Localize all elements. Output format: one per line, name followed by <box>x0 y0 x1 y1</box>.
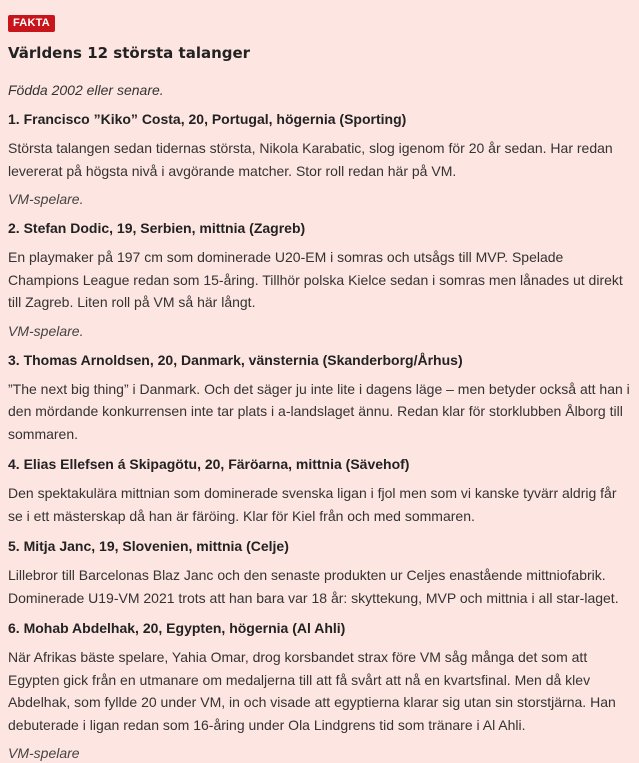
talent-description: En playmaker på 197 cm som dominerade U20-EM i somras och utsågs till MVP. Spelade Champions League redan som 15-åring. Tillhör polska Kielce sedan i somras men lånades ut direkt till Zagreb. Liten roll på VM så här långt. <box>8 249 623 310</box>
talent-note: VM-spelare. <box>8 191 84 207</box>
talent-name: 2. Stefan Dodic, 19, Serbien, mittnia (Zagreb) <box>8 220 306 236</box>
talent-name: 3. Thomas Arnoldsen, 20, Danmark, vänsternia (Skanderborg/Århus) <box>8 351 463 368</box>
talent-description: Lillebror till Barcelonas Blaz Janc och den senaste produkten ur Celjes enastående mittniofabrik. Dominerade U19-VM 2021 trots att han bara var 18 år: skyttekung, MVP och mittnia i all star-laget. <box>8 567 619 606</box>
talent-name: 1. Francisco ”Kiko” Costa, 20, Portugal, högernia (Sporting) <box>8 111 407 127</box>
talent-entry <box>8 618 631 763</box>
talent-name: 5. Mitja Janc, 19, Slovenien, mittnia (Celje) <box>8 538 289 554</box>
talent-entry <box>8 109 631 209</box>
talent-note: VM-spelare <box>8 745 80 761</box>
talent-description: När Afrikas bäste spelare, Yahia Omar, drog korsbandet strax före VM såg många det som att Egypten gick från en utmanare om medaljerna till att få svårt att nå en kvartsfinal. Men då klev Abdelhak, som fyllde 20 under VM, in och visade att egyptierna klarar sig utan sin storstjärna. Han debuterade i ligan redan som 16-åring under Ola Lindgrens tid som tränare i Al Ahli. <box>8 649 616 733</box>
talent-description: Den spektakulära mittnian som dominerade svenska ligan i fjol men som vi kanske tyvärr aldrig får se i ett mästerskap då han är färöing. Klar för Kiel från och med sommaren. <box>8 485 617 524</box>
talent-entry <box>8 218 631 341</box>
talent-entry <box>8 454 631 527</box>
talent-entry <box>8 350 631 446</box>
fakta-badge: FAKTA <box>8 15 55 32</box>
talent-list <box>8 109 631 763</box>
talent-note: VM-spelare. <box>8 322 84 339</box>
talent-name: 4. Elias Ellefsen á Skipagötu, 20, Färöarna, mittnia (Sävehof) <box>8 456 410 472</box>
talent-description: ”The next big thing” i Danmark. Och det säger ju inte lite i dagens läge – men betyder också att han i den mördande konkurrensen inte tar plats i a-landslaget ännu. Redan klar för storklubben Ålborg till sommaren. <box>8 380 630 442</box>
talent-name: 6. Mohab Abdelhak, 20, Egypten, högernia (Al Ahli) <box>8 620 346 636</box>
factbox-intro: Födda 2002 eller senare. <box>8 82 164 98</box>
talent-entry <box>8 536 631 609</box>
factbox-title: Världens 12 största talanger <box>8 44 251 62</box>
talent-description: Största talangen sedan tidernas största, Nikola Karabatic, slog igenom för 20 år sedan. Har redan levererat på högsta nivå i avgörande matcher. Stor roll redan här på VM. <box>8 140 613 179</box>
